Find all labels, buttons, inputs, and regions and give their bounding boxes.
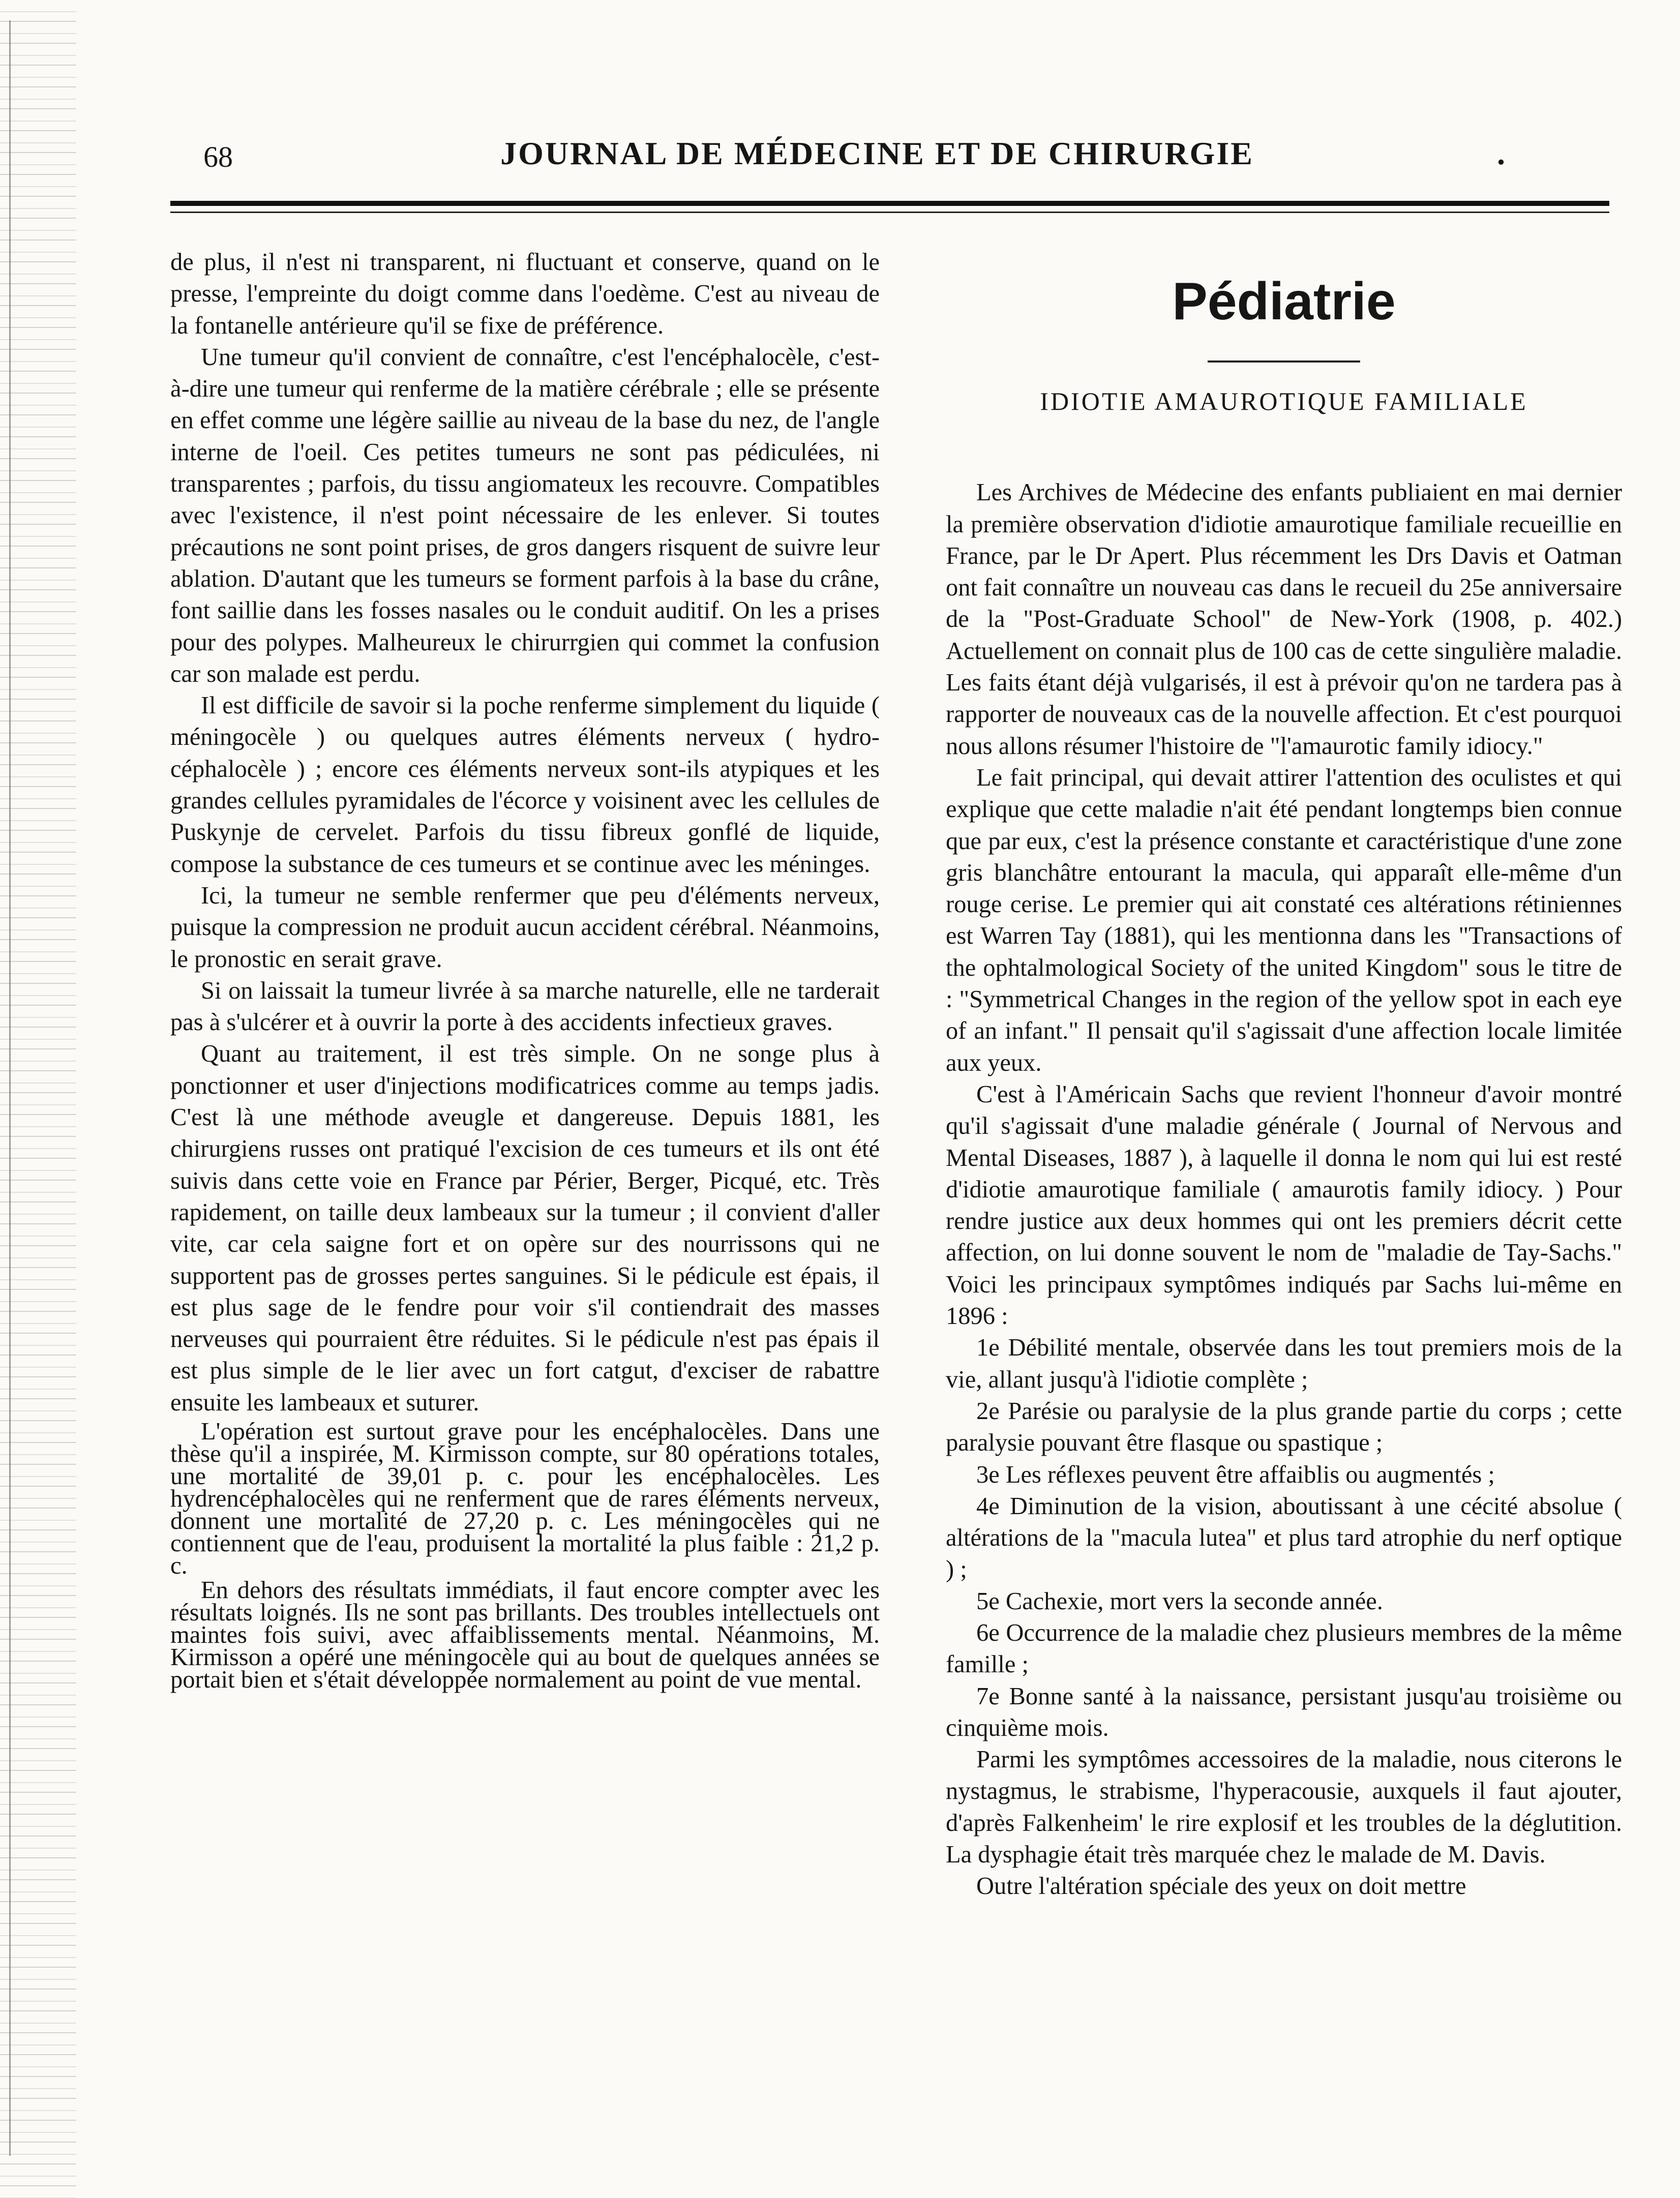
symptom-item: 4e Diminution de la vision, aboutissant à une cécité absolue ( altérations de la "macula lutea" et plus tard atrophie du nerf optique ) ; bbox=[946, 1492, 1622, 1583]
right-paragraph: Outre l'altération spéciale des yeux on doit mettre bbox=[976, 1873, 1466, 1900]
header-rule-thick bbox=[170, 201, 1609, 206]
symptom-item: 7e Bonne santé à la naissance, persistant jusqu'au troisième ou cinquième mois. bbox=[946, 1682, 1622, 1741]
running-head: JOURNAL DE MÉDECINE ET DE CHIRURGIE bbox=[500, 135, 1254, 171]
section-title: Pédiatrie bbox=[1172, 272, 1396, 331]
left-paragraph: En dehors des résultats immédiats, il faut encore compter avec les résultats loignés. Ils ne sont pas brillants. Des troubles intellectuels ont maintes fois suivi, avec affaiblissements mental. Néanmoins, M. Kirmisson a opéré une méningocèle qui au bout de quelques années se portait bien et s'était développée normalement au point de vue mental. bbox=[170, 1576, 880, 1693]
title-rule bbox=[1208, 360, 1360, 363]
symptom-item: 3e Les réflexes peuvent être affaiblis ou augmentés ; bbox=[976, 1461, 1495, 1488]
symptom-item: 1e Débilité mentale, observée dans les tout premiers mois de la vie, allant jusqu'à l'idiotie complète ; bbox=[946, 1334, 1622, 1393]
symptom-item: 6e Occurrence de la maladie chez plusieurs membres de la même famille ; bbox=[946, 1619, 1622, 1678]
right-paragraph: Parmi les symptômes accessoires de la maladie, nous citerons le nystagmus, le strabisme, l'hyperacousie, auxquels il faut ajouter, d'après Falkenheim' le rire explosif et les troubles de la déglutition. La dysphagie était très marquée chez le malade de M. Davis. bbox=[946, 1746, 1622, 1869]
right-paragraph: Les Archives de Médecine des enfants publiaient en mai dernier la première observation d'idiotie amaurotique familiale recueillie en France, par le Dr Apert. Plus récemment les Drs Davis et Oatman ont fait connaître un nouveau cas dans le recueil du 25e anniversaire de la "Post-Graduate School" de New-York (1908, p. 402.) Actuellement on connait plus de 100 cas de cette singulière maladie. Les faits étant déjà vulgarisés, il est à prévoir qu'on ne tardera pas à rapporter de nouveaux cas de la nouvelle affection. Et c'est pourquoi nous allons résumer l'histoire de "l'amaurotic family idiocy." bbox=[946, 479, 1622, 760]
left-paragraph: L'opération est surtout grave pour les encéphalocèles. Dans une thèse qu'il a inspirée, M. Kirmisson compte, sur 80 opérations totales, une mortalité de 39,01 p. c. pour les encéphalocèles. Les hydrencéphalocèles qui ne renferment que de rares éléments nerveux, donnent une mortalité de 27,20 p. c. Les méningocèles qui ne contiennent que de l'eau, produisent la mortalité la plus faible : 21,2 p. c. bbox=[170, 1418, 880, 1579]
left-column bbox=[170, 247, 880, 1691]
left-paragraph: Ici, la tumeur ne semble renfermer que peu d'éléments nerveux, puisque la compression ne produit aucun accident cérébral. Néanmoins, le pronostic en serait grave. bbox=[170, 882, 880, 973]
left-paragraph: Il est difficile de savoir si la poche renferme simplement du liquide ( méningocèle ) ou quelques autres éléments nerveux ( hydro-céphalocèle ) ; encore ces éléments nerveux sont-ils atypiques et les grandes cellules pyramidales de l'écorce y voisinent avec les cellules de Puskynje de cervelet. Parfois du tissu fibreux gonflé de liquide, compose la substance de ces tumeurs et se continue avec les méninges. bbox=[170, 692, 880, 878]
symptom-item: 2e Parésie ou paralysie de la plus grande partie du corps ; cette paralysie pouvant être flasque ou spastique ; bbox=[946, 1397, 1622, 1457]
right-paragraph: Le fait principal, qui devait attirer l'attention des oculistes et qui explique que cette maladie n'ait été pendant longtemps bien connue que par eux, c'est la présence constante et caractéristique d'une zone gris blanchâtre entourant la macula, qui apparaît elle-même d'un rouge cerise. Le premier qui ait constaté ces altérations rétiniennes est Warren Tay (1881), qui les mentionna dans les "Transactions of the ophtalmological Society of the united Kingdom" sous le titre de : "Symmetrical Changes in the region of the yellow spot in each eye of an infant." Il pensait qu'il s'agissait d'une affection locale limitée aux yeux. bbox=[946, 764, 1622, 1076]
header-rule-thin bbox=[170, 212, 1609, 213]
left-paragraph: Si on laissait la tumeur livrée à sa marche naturelle, elle ne tarderait pas à s'ulcérer et à ouvrir la porte à des accidents infectieux graves. bbox=[170, 977, 880, 1036]
symptom-item: 5e Cachexie, mort vers la seconde année. bbox=[976, 1587, 1383, 1615]
header-dot: . bbox=[1497, 135, 1505, 171]
left-paragraph: Une tumeur qu'il convient de connaître, c'est l'encéphalocèle, c'est-à-dire une tumeur qui renferme de la matière cérébrale ; elle se présente en effet comme une légère saillie au niveau de la base du nez, de l'angle interne de l'oeil. Ces petites tumeurs ne sont pas pédiculées, ni transparentes ; parfois, du tissu angiomateux les recouvre. Compatibles avec l'existence, il n'est point nécessaire de les enlever. Si toutes précautions ne sont point prises, de gros dangers risquent de suivre leur ablation. D'autant que les tumeurs se forment parfois à la base du crâne, font saillie dans les fosses nasales ou le conduit auditif. On les a prises pour des polypes. Malheureux le chirurrgien qui commet la confusion car son malade est perdu. bbox=[170, 343, 880, 687]
page-header bbox=[163, 135, 1592, 180]
page-number: 68 bbox=[203, 140, 233, 173]
left-paragraph: de plus, il n'est ni transparent, ni fluctuant et conserve, quand on le presse, l'empreinte du doigt comme dans l'oedème. C'est au niveau de la fontanelle antérieure qu'il se fixe de préférence. bbox=[170, 249, 880, 339]
scan-edge-line bbox=[9, 20, 11, 2156]
right-paragraph: C'est à l'Américain Sachs que revient l'honneur d'avoir montré qu'il s'agissait d'une maladie générale ( Journal of Nervous and Mental Diseases, 1887 ), à laquelle il donna le nom qui lui est resté d'idiotie amaurotique familiale ( amaurotis family idiocy. ) Pour rendre justice aux deux hommes qui ont les premiers décrit cette affection, on lui donne souvent le nom de "maladie de Tay-Sachs." Voici les principaux symptômes indiqués par Sachs lui-même en 1896 : bbox=[946, 1080, 1622, 1330]
left-paragraph: Quant au traitement, il est très simple. On ne songe plus à ponctionner et user d'injections modificatrices comme au temps jadis. C'est là une méthode aveugle et dangereuse. Depuis 1881, les chirurgiens russes ont pratiqué l'excision de ces tumeurs et ils ont été suivis dans cette voie en France par Périer, Berger, Picqué, etc. Très rapidement, on taille deux lambeaux sur la tumeur ; il convient d'aller vite, car cela saigne fort et on opère sur des nourrissons qui ne supportent pas de grosses pertes sanguines. Si le pédicule est épais, il est plus sage de le fendre pour voir s'il contiendrait des masses nerveuses qui pourraient être réduites. Si le pédicule n'est pas épais il est plus simple de le lier avec un fort catgut, d'exciser de rabattre ensuite les lambeaux et suturer. bbox=[170, 1040, 880, 1416]
right-column bbox=[946, 247, 1622, 1903]
article-subtitle: IDIOTIE AMAUROTIQUE FAMILIALE bbox=[1040, 387, 1528, 415]
scan-edge-shadow bbox=[0, 0, 76, 2198]
